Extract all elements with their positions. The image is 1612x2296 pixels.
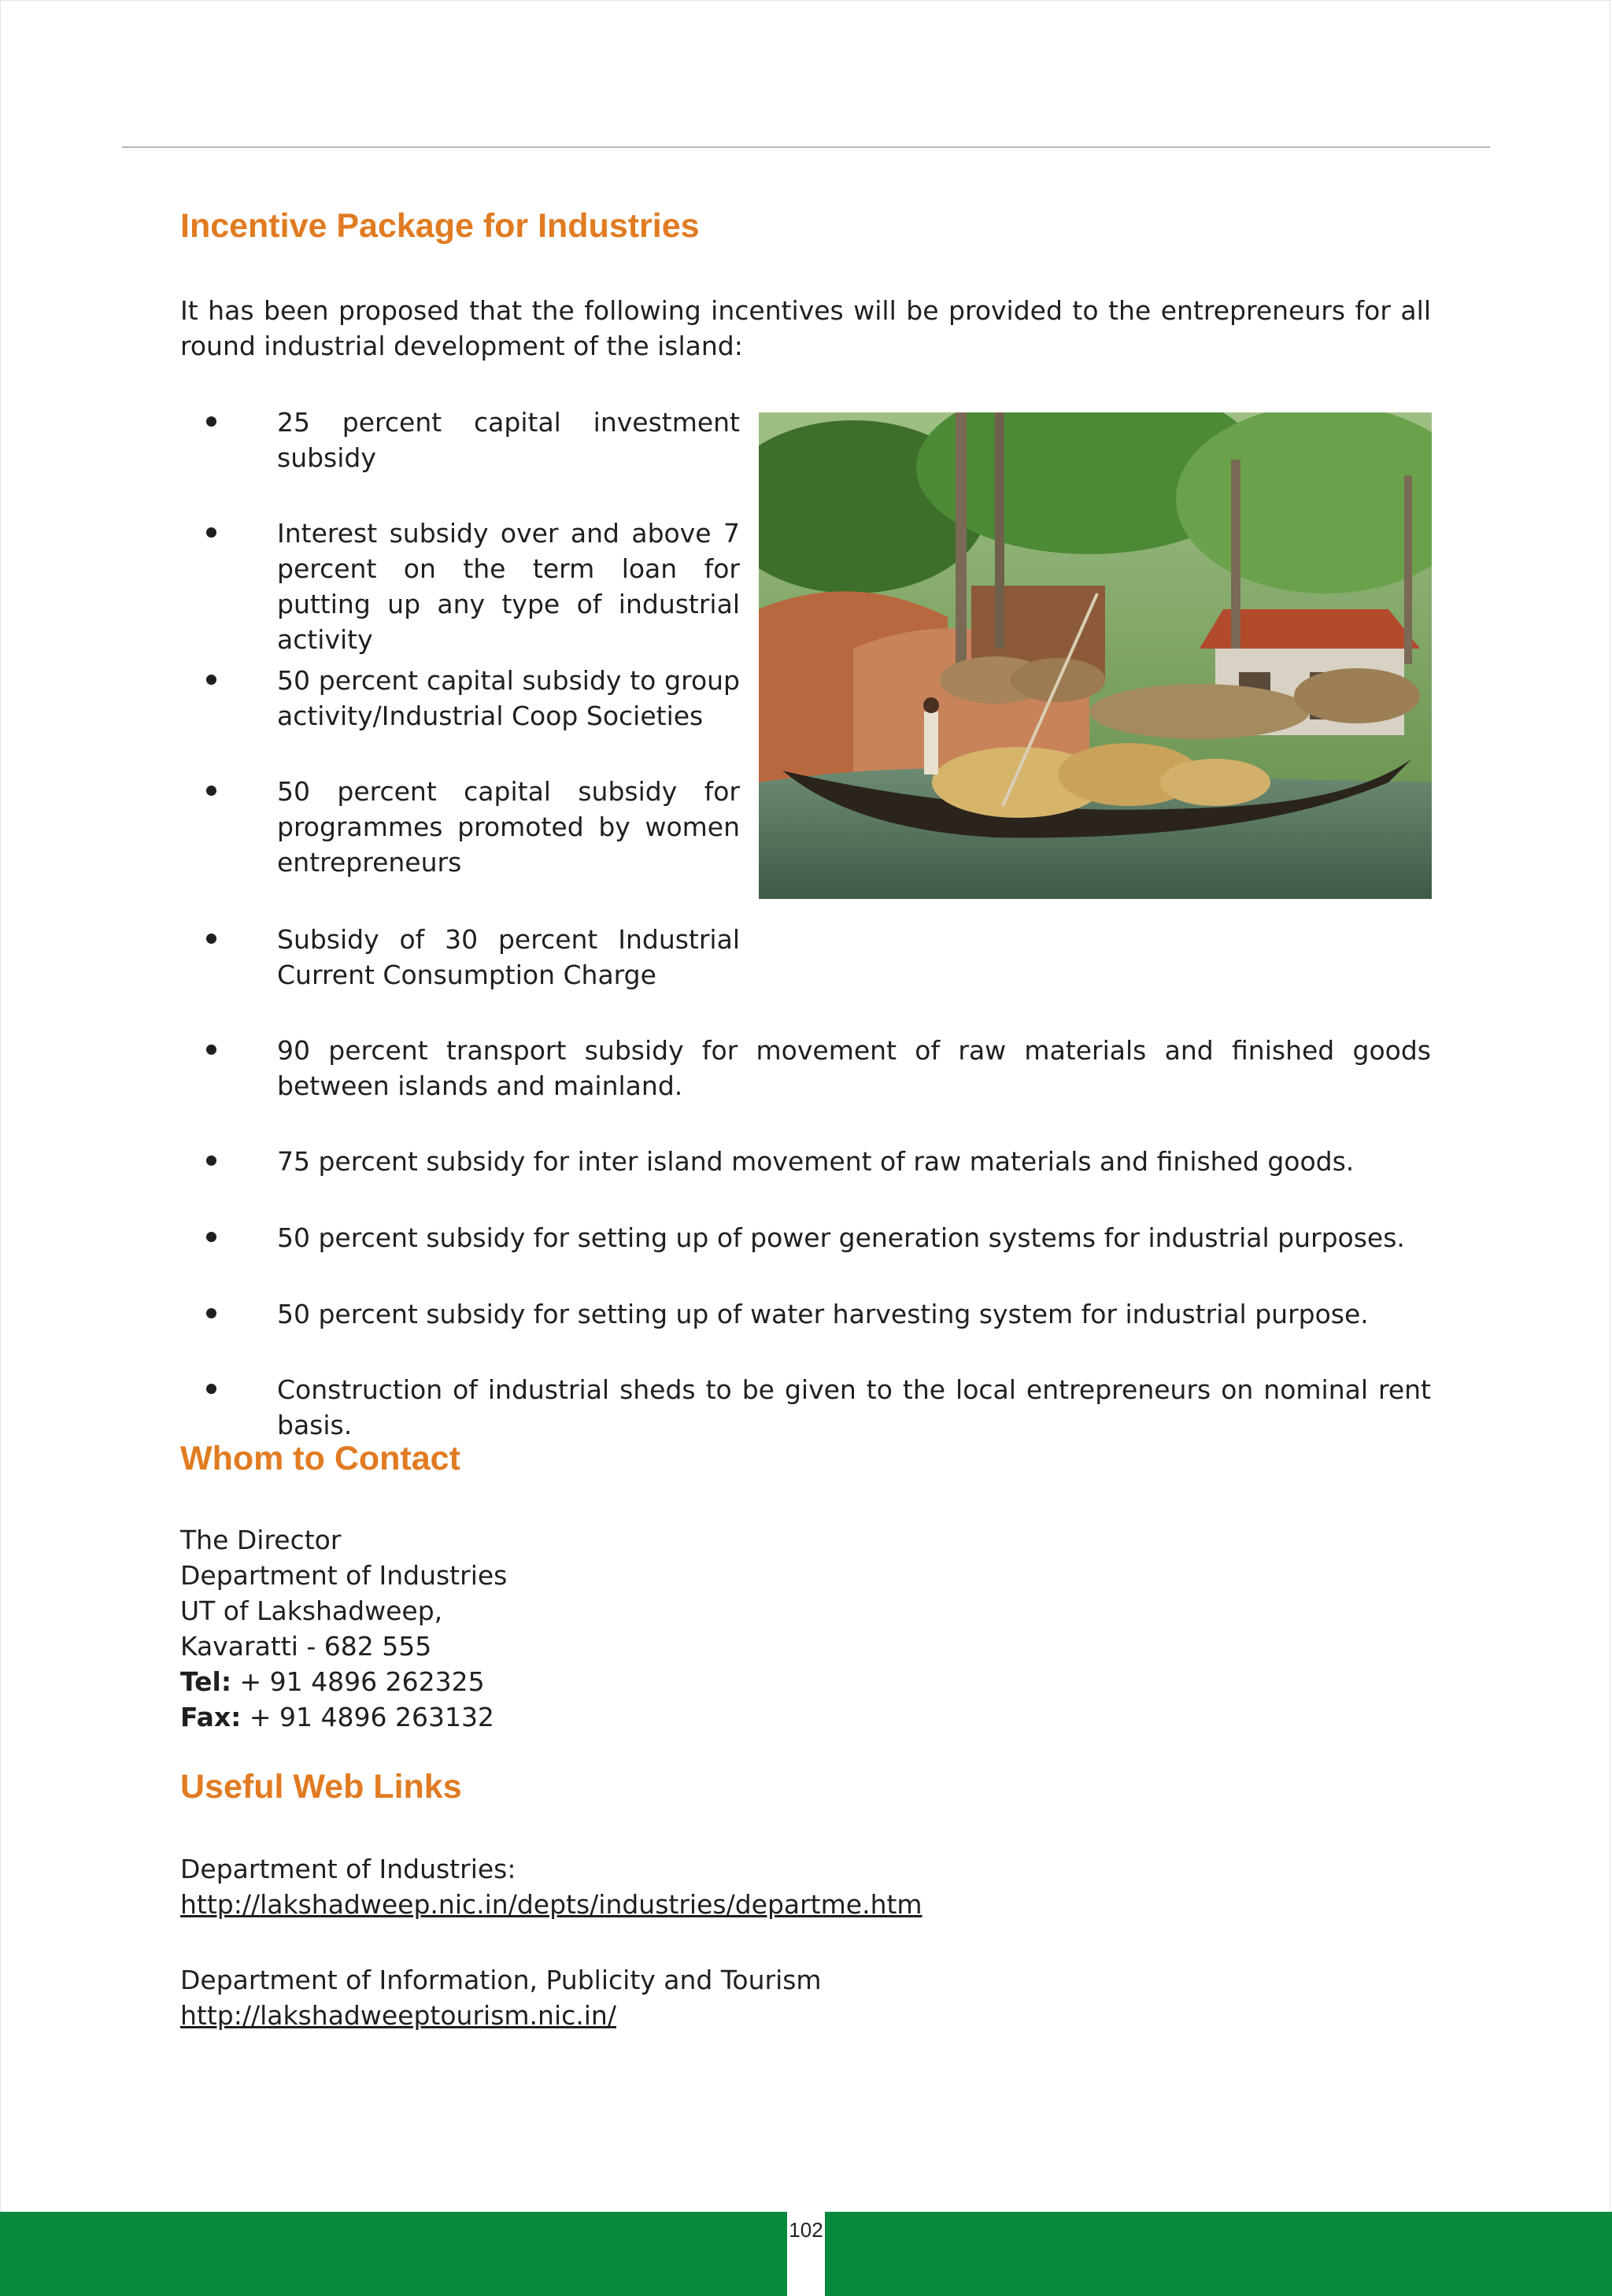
tel-label: Tel:: [180, 1666, 232, 1697]
weblink-tourism: [180, 1962, 822, 2033]
contact-address: [180, 1522, 507, 1735]
contact-line: The Director: [180, 1525, 342, 1555]
fax-label: Fax:: [180, 1702, 242, 1732]
bullet-icon: [206, 1232, 216, 1242]
list-item-text: 50 percent capital subsidy to group activity/Industrial Coop Societies: [277, 665, 740, 731]
contact-line: Department of Industries: [180, 1560, 508, 1591]
list-item-text: Interest subsidy over and above 7 percent on the term loan for putting up any type of industrial activity: [277, 518, 740, 655]
bullet-icon: [206, 1384, 216, 1394]
weblink-industries: [180, 1851, 922, 1922]
bullet-icon: [206, 934, 216, 944]
contact-fax: [180, 1699, 507, 1735]
list-item-text: 50 percent subsidy for setting up of water harvesting system for industrial purpose.: [277, 1299, 1369, 1329]
tel-value: + 91 4896 262325: [231, 1666, 485, 1697]
list-item-text: Subsidy of 30 percent Industrial Current Consumption Charge: [277, 924, 740, 990]
list-item-text: 90 percent transport subsidy for movement of raw materials and finished goods between islands and mainland.: [277, 1035, 1431, 1101]
contact-heading: Whom to Contact: [180, 1440, 460, 1477]
bullet-icon: [206, 786, 216, 796]
list-item-text: 75 percent subsidy for inter island movement of raw materials and finished goods.: [277, 1146, 1355, 1177]
weblink-label: Department of Information, Publicity and Tourism: [180, 1965, 822, 1995]
contact-line: Kavaratti - 682 555: [180, 1631, 432, 1662]
bullet-icon: [206, 527, 216, 538]
list-item-text: 50 percent capital subsidy for programmes promoted by women entrepreneurs: [277, 776, 740, 878]
list-item-text: Construction of industrial sheds to be given to the local entrepreneurs on nominal rent basis.: [277, 1374, 1431, 1440]
weblinks-heading: Useful Web Links: [180, 1768, 462, 1806]
weblink-label: Department of Industries:: [180, 1854, 516, 1884]
incentive-heading: Incentive Package for Industries: [180, 207, 700, 245]
tourism-link[interactable]: http://lakshadweeptourism.nic.in/: [180, 2000, 616, 2031]
fax-value: + 91 4896 263132: [241, 1702, 494, 1732]
list-item-text: 50 percent subsidy for setting up of power generation systems for industrial purposes.: [277, 1222, 1405, 1253]
bullet-icon: [206, 1308, 216, 1318]
top-rule: [122, 146, 1490, 148]
incentive-intro: It has been proposed that the following incentives will be provided to the entrepreneurs for all round industrial development of the island:: [180, 295, 1431, 361]
bullet-icon: [206, 675, 216, 685]
contact-line: UT of Lakshadweep,: [180, 1595, 443, 1626]
coir-boat-photo: [759, 412, 1432, 899]
list-item-text: 25 percent capital investment subsidy: [277, 407, 740, 473]
page-number: 102: [787, 2212, 825, 2296]
bullet-icon: [206, 1044, 216, 1055]
bullet-icon: [206, 1155, 216, 1166]
contact-tel: [180, 1664, 507, 1699]
bullet-icon: [206, 416, 216, 427]
industries-link[interactable]: http://lakshadweep.nic.in/depts/industries/departme.htm: [180, 1889, 922, 1920]
